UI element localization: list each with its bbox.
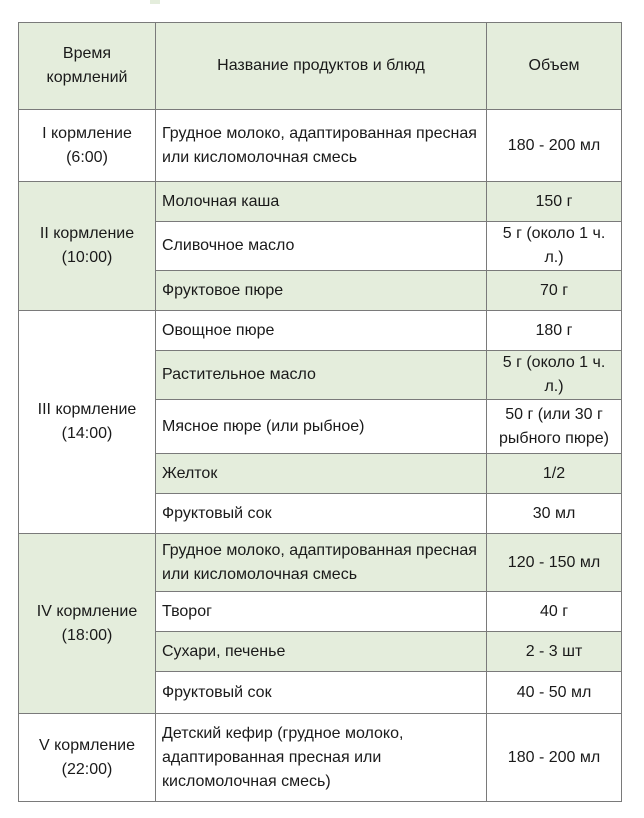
volume-cell: 180 г — [487, 311, 622, 351]
product-name-cell: Фруктовое пюре — [156, 271, 487, 311]
feeding-time-cell — [19, 534, 156, 714]
feeding-time: (10:00) — [61, 249, 113, 266]
volume-cell: 2 - 3 шт — [487, 632, 622, 672]
feeding-time: (22:00) — [61, 760, 113, 778]
table-row — [19, 311, 622, 351]
feeding-time-cell — [19, 714, 156, 802]
volume-cell: 150 г — [487, 182, 622, 222]
feeding-schedule-table — [18, 22, 622, 802]
product-name-cell: Молочная каша — [156, 182, 487, 222]
feeding-label: V кормление — [39, 736, 135, 754]
feeding-time-cell — [19, 311, 156, 534]
table-row — [19, 182, 622, 222]
volume-cell: 50 г (или 30 г рыбного пюре) — [487, 400, 622, 454]
product-name-cell: Овощное пюре — [156, 311, 487, 351]
product-name-cell: Творог — [156, 592, 487, 632]
volume-cell: 70 г — [487, 271, 622, 311]
product-name-cell: Сливочное масло — [156, 222, 487, 271]
header-time-line2: кормлений — [46, 69, 128, 86]
volume-cell: 5 г (около 1 ч. л.) — [487, 351, 622, 400]
product-name-cell: Грудное молоко, адаптированная пресная или кисломолочная смесь — [156, 110, 487, 182]
volume-cell: 30 мл — [487, 494, 622, 534]
feeding-time: (14:00) — [61, 425, 113, 442]
header-row — [19, 23, 622, 110]
top-edge-decoration — [150, 0, 160, 4]
feeding-time-cell — [19, 110, 156, 182]
product-name-cell: Растительное масло — [156, 351, 487, 400]
feeding-time: (18:00) — [61, 626, 113, 644]
volume-cell: 5 г (около 1 ч. л.) — [487, 222, 622, 271]
product-name-cell: Грудное молоко, адаптированная пресная или кисломолочная смесь — [156, 534, 487, 592]
volume-cell: 40 - 50 мл — [487, 672, 622, 714]
product-name-cell: Сухари, печенье — [156, 632, 487, 672]
feeding-label: III кормление — [37, 401, 137, 418]
feeding-time: (6:00) — [66, 148, 108, 166]
product-name-cell: Фруктовый сок — [156, 672, 487, 714]
header-time-cell — [19, 23, 156, 110]
feeding-label: II кормление — [39, 225, 135, 242]
table-row — [19, 534, 622, 592]
volume-cell: 1/2 — [487, 454, 622, 494]
header-time-line1: Время — [62, 45, 112, 62]
feeding-label: I кормление — [42, 124, 132, 142]
volume-cell: 120 - 150 мл — [487, 534, 622, 592]
product-name-cell: Детский кефир (грудное молоко, адаптированная пресная или кисломолочная смесь) — [156, 714, 487, 802]
header-name-cell: Название продуктов и блюд — [156, 23, 487, 110]
volume-cell: 180 - 200 мл — [487, 110, 622, 182]
header-volume-cell: Объем — [487, 23, 622, 110]
product-name-cell: Желток — [156, 454, 487, 494]
volume-cell: 180 - 200 мл — [487, 714, 622, 802]
table-row — [19, 110, 622, 182]
table-row — [19, 714, 622, 802]
volume-cell: 40 г — [487, 592, 622, 632]
product-name-cell: Фруктовый сок — [156, 494, 487, 534]
feeding-label: IV кормление — [36, 602, 138, 620]
product-name-cell: Мясное пюре (или рыбное) — [156, 400, 487, 454]
feeding-time-cell — [19, 182, 156, 311]
